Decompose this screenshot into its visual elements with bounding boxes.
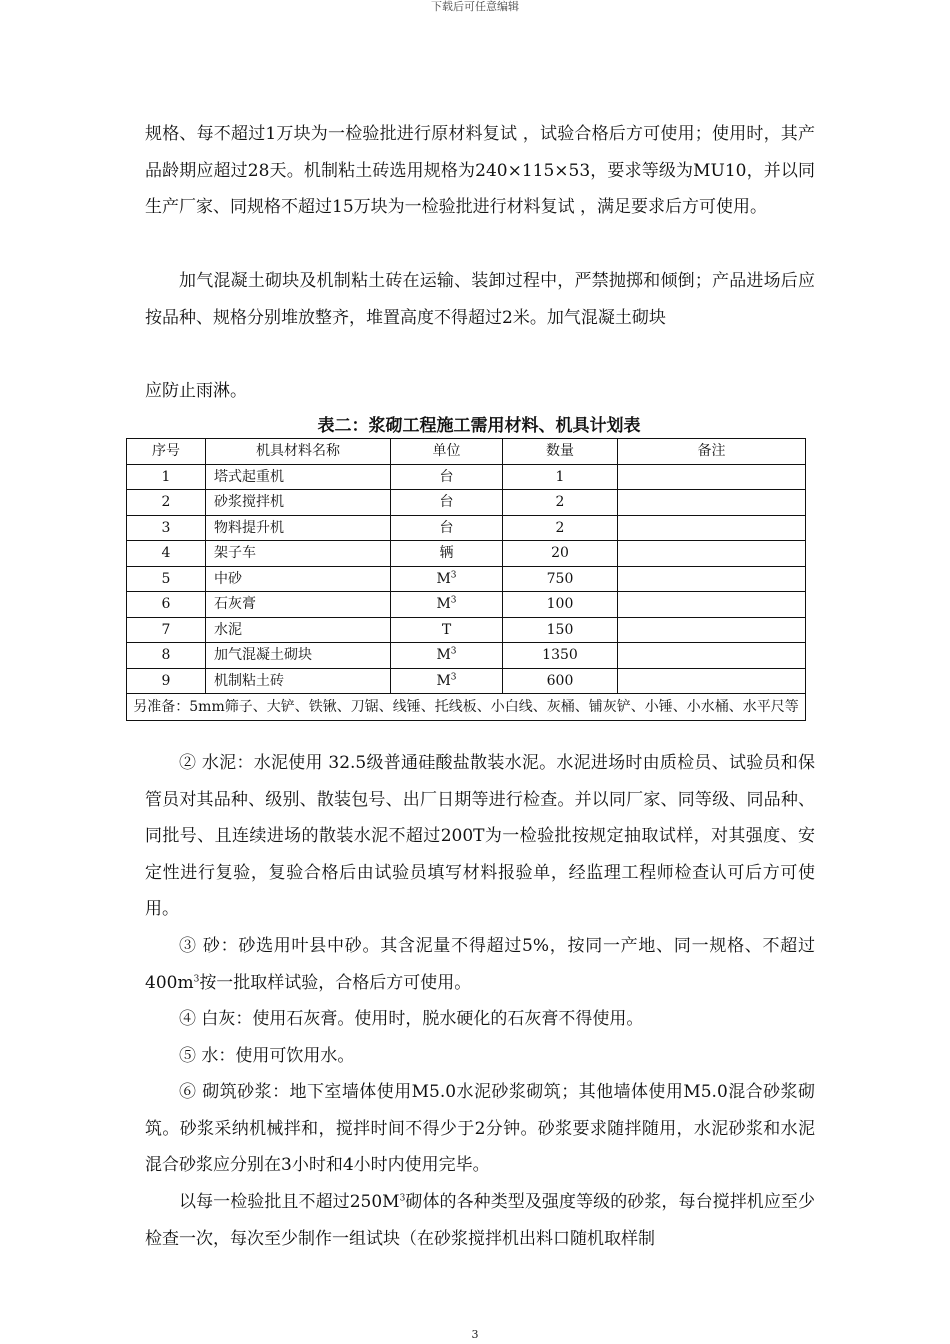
- cell-no: [127, 592, 206, 618]
- cell-no: [127, 566, 206, 592]
- paragraph-sand: [145, 928, 815, 1001]
- table-title: 表二：浆砌工程施工需用材料、机具计划表: [317, 416, 641, 436]
- cell-no: [127, 541, 206, 567]
- paragraph-lime: ④ 白灰：使用石灰膏。使用时，脱水硬化的石灰膏不得使用。: [179, 1009, 644, 1029]
- paragraph-brick-spec: 规格、每不超过1万块为一检验批进行原材料复试 ，试验合格后方可使用；使用时，其产品龄期应超过28天。机制粘土砖选用规格为240×115×53，要求等级为MU10，并以同生产厂家、同规格不超过15万块为一检验批进行材料复试 ，满足要求后方可使用。: [145, 124, 815, 218]
- table-row: [127, 464, 806, 490]
- page-number: 3: [471, 1328, 479, 1341]
- cell-unit: [391, 592, 503, 618]
- cell-no-text: 7: [161, 621, 171, 638]
- cell-no: [127, 464, 206, 490]
- cell-unit: [391, 541, 503, 567]
- cell-no-text: 1: [161, 468, 171, 485]
- cell-name-text: 砂浆搅拌机: [214, 494, 284, 511]
- cell-unit: [391, 566, 503, 592]
- paragraph-water: ⑤ 水：使用可饮用水。: [179, 1046, 355, 1066]
- cell-qty: [503, 515, 618, 541]
- cell-name-text: 水泥: [214, 621, 242, 638]
- cell-no: [127, 617, 206, 643]
- cell-unit-text: M: [436, 596, 451, 613]
- cell-qty: [503, 464, 618, 490]
- cell-no: [127, 643, 206, 669]
- cell-no: [127, 515, 206, 541]
- cell-name-text: 加气混凝土砌块: [214, 647, 312, 664]
- cell-name: [206, 668, 391, 694]
- cell-qty-text: 1: [555, 468, 565, 485]
- cell-remark: [618, 617, 806, 643]
- cell-qty: [503, 617, 618, 643]
- cell-remark: [618, 592, 806, 618]
- cell-name-text: 石灰膏: [214, 596, 256, 613]
- table-row: [127, 592, 806, 618]
- cell-remark: [618, 515, 806, 541]
- cell-name: [206, 490, 391, 516]
- cell-unit: [391, 515, 503, 541]
- cell-name-text: 物料提升机: [214, 519, 284, 536]
- header-name: 机具材料名称: [206, 439, 391, 465]
- cell-name: [206, 643, 391, 669]
- cell-unit: [391, 617, 503, 643]
- table-row: [127, 515, 806, 541]
- cell-unit-text: M: [436, 672, 451, 689]
- table-row: [127, 541, 806, 567]
- cell-remark: [618, 668, 806, 694]
- cell-qty-text: 600: [546, 672, 574, 689]
- header-note: 下载后可任意编辑: [431, 0, 519, 13]
- cell-name-text: 中砂: [214, 570, 242, 587]
- header-remark: 备注: [618, 439, 806, 465]
- cell-no-text: 5: [161, 570, 171, 587]
- paragraph-transport: 加气混凝土砌块及机制粘土砖在运输、装卸过程中，严禁抛掷和倾倒；产品进场后应按品种、规格分别堆放整齐，堆置高度不得超过2米。加气混凝土砌块: [145, 271, 815, 328]
- cell-remark: [618, 566, 806, 592]
- cell-name-text: 架子车: [214, 545, 256, 562]
- sand-sup: 3: [193, 973, 200, 984]
- cell-name-text: 塔式起重机: [214, 468, 284, 485]
- cell-qty: [503, 668, 618, 694]
- header-qty: 数量: [503, 439, 618, 465]
- cell-no-text: 6: [161, 596, 171, 613]
- header-unit: 单位: [391, 439, 503, 465]
- table-row: [127, 490, 806, 516]
- table-footer-row: [127, 694, 806, 721]
- cell-no: [127, 490, 206, 516]
- cell-qty-text: 2: [555, 519, 565, 536]
- cell-name: [206, 541, 391, 567]
- table-row: [127, 617, 806, 643]
- cell-name-text: 机制粘土砖: [214, 672, 284, 689]
- unit-superscript: 3: [450, 595, 457, 606]
- cell-name: [206, 617, 391, 643]
- cell-unit: [391, 490, 503, 516]
- cell-remark: [618, 541, 806, 567]
- sand-text-a: ③ 砂：砂选用叶县中砂。其含泥量不得超过5%，按同一产地、同一规格、不超过400m: [145, 936, 815, 993]
- cell-remark: [618, 464, 806, 490]
- paragraph-transport-cont: 应防止雨淋。: [145, 381, 247, 401]
- table-row: [127, 566, 806, 592]
- cell-unit: [391, 464, 503, 490]
- table-header-row: [127, 439, 806, 465]
- sampling-text-b: 砌体的各种类型及强度等级的砂浆，每台搅拌机应至少检查一次，每次至少制作一组试块（在砂浆搅拌机出料口随机取样制: [145, 1192, 815, 1249]
- cell-no: [127, 668, 206, 694]
- cell-unit-text: M: [436, 647, 451, 664]
- unit-superscript: 3: [450, 672, 457, 683]
- cell-name: [206, 515, 391, 541]
- table-row: [127, 643, 806, 669]
- cell-no-text: 8: [161, 647, 171, 664]
- cell-qty: [503, 566, 618, 592]
- cell-qty-text: 20: [551, 545, 569, 562]
- cell-unit: [391, 668, 503, 694]
- cell-qty: [503, 643, 618, 669]
- cell-no-text: 3: [161, 519, 171, 536]
- sampling-sup: 3: [399, 1193, 406, 1204]
- cell-name: [206, 464, 391, 490]
- unit-superscript: 3: [450, 646, 457, 657]
- paragraph-mortar: ⑥ 砌筑砂浆：地下室墙体使用M5.0水泥砂浆砌筑；其他墙体使用M5.0混合砂浆砌筑。砂浆采纳机械拌和，搅拌时间不得少于2分钟。砂浆要求随拌随用，水泥砂浆和水泥混合砂浆应分别在3小时和4小时内使用完毕。: [145, 1082, 815, 1176]
- cell-unit-text: 台: [439, 494, 454, 511]
- cell-unit-text: 辆: [439, 545, 454, 562]
- sampling-text-a: 以每一检验批且不超过250M: [179, 1192, 400, 1212]
- cell-name: [206, 592, 391, 618]
- cell-unit-text: 台: [439, 468, 454, 485]
- sand-text-b: 按一批取样试验，合格后方可使用。: [199, 972, 472, 993]
- table-row: [127, 668, 806, 694]
- cell-qty: [503, 490, 618, 516]
- paragraph-cement: ② 水泥：水泥使用 32.5级普通硅酸盐散装水泥。水泥进场时由质检员、试验员和保管员对其品种、级别、散装包号、出厂日期等进行检查。并以同厂家、同等级、同品种、同批号、且连续进场的散装水泥不超过200T为一检验批按规定抽取试样，对其强度、安定性进行复验，复验合格后由试验员填写材料报验单，经监理工程师检查认可后方可使用。: [145, 753, 815, 920]
- cell-qty: [503, 592, 618, 618]
- cell-no-text: 9: [161, 672, 171, 689]
- cell-qty-text: 150: [546, 621, 574, 638]
- cell-unit-text: M: [436, 570, 451, 587]
- cell-qty-text: 750: [546, 570, 574, 587]
- cell-unit: [391, 643, 503, 669]
- cell-qty-text: 1350: [542, 647, 578, 664]
- cell-remark: [618, 490, 806, 516]
- cell-no-text: 2: [161, 494, 171, 511]
- cell-remark: [618, 643, 806, 669]
- cell-qty: [503, 541, 618, 567]
- cell-qty-text: 2: [555, 494, 565, 511]
- header-no: 序号: [127, 439, 206, 465]
- cell-name: [206, 566, 391, 592]
- table-footer-note: 另准备：5mm筛子、大铲、铁锹、刀锯、线锤、托线板、小白线、灰桶、铺灰铲、小锤、小水桶、水平尺等: [127, 694, 806, 721]
- materials-table: [126, 438, 806, 721]
- cell-unit-text: 台: [439, 519, 454, 536]
- cell-qty-text: 100: [546, 596, 574, 613]
- cell-unit-text: T: [441, 621, 452, 638]
- paragraph-sampling: [145, 1184, 815, 1257]
- cell-no-text: 4: [161, 545, 171, 562]
- unit-superscript: 3: [450, 570, 457, 581]
